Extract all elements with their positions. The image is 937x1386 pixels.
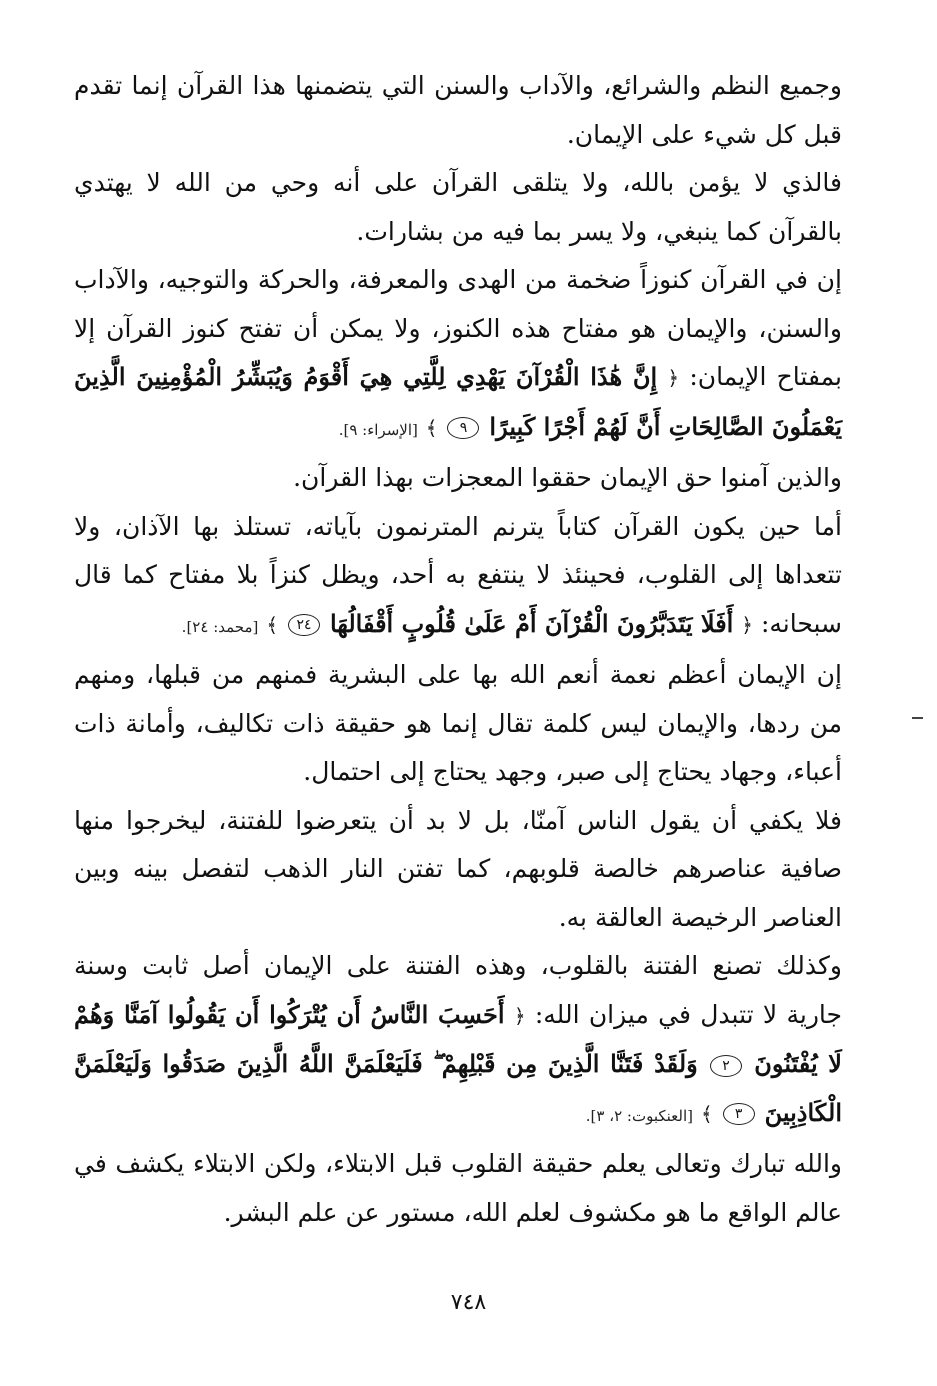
quran-verse: وَلَقَدْ فَتَنَّا الَّذِينَ مِن قَبْلِهِمْ ۖ فَلَيَعْلَمَنَّ اللَّهُ الَّذِينَ صَدَقُوا وَلَيَعْلَمَنَّ الْكَاذِبِينَ [74,1049,842,1127]
paragraph [74,651,842,797]
ayah-number-marker: ٣ [723,1103,755,1125]
verse-reference: [الإسراء: ٩]. [338,420,418,439]
paragraph-text: وجميع النظم والشرائع، والآداب والسنن التي يتضمنها هذا القرآن إنما تقدم قبل كل شيء على الإيمان. [74,71,842,149]
paragraph-text: فالذي لا يؤمن بالله، ولا يتلقى القرآن على أنه وحي من الله لا يهتدي بالقرآن كما ينبغي، ولا يسر بما فيه من بشارات. [74,168,842,246]
verse-open-bracket: ﴿ [741,612,754,637]
paragraph [74,62,842,159]
verse-close-bracket: ﴾ [266,612,279,637]
quran-verse: أَحَسِبَ النَّاسُ أَن يُتْرَكُوا أَن يَقُولُوا آمَنَّا وَهُمْ لَا يُفْتَنُونَ [74,999,842,1078]
paragraph [74,159,842,256]
quran-verse: أَفَلَا يَتَدَبَّرُونَ الْقُرْآنَ أَمْ عَلَىٰ قُلُوبٍ أَقْفَالُهَا [329,608,734,638]
ayah-number-marker: ٢ [710,1055,742,1077]
ayah-number-marker: ٩ [447,417,479,439]
verse-close-bracket: ﴾ [425,415,438,440]
paragraph-text: إن في القرآن كنوزاً ضخمة من الهدى والمعرفة، والحركة والتوجيه، والآداب والسنن، والإيمان هو مفتاح هذه الكنوز، ولا يمكن أن تفتح كنوز القرآن إلا بمفتاح الإيمان: [74,265,843,391]
paragraph [74,1140,842,1237]
margin-mark [912,717,923,719]
paragraph [74,797,842,943]
ayah-number-marker: ٢٤ [288,614,320,636]
quran-verse: إِنَّ هَٰذَا الْقُرْآنَ يَهْدِي لِلَّتِي هِيَ أَقْوَمُ وَيُبَشِّرُ الْمُؤْمِنِينَ الَّذِينَ يَعْمَلُونَ الصَّالِحَاتِ أَنَّ لَهُمْ أَجْرًا كَبِيرًا [74,362,842,441]
verse-reference: [محمد: ٢٤]. [181,617,259,636]
page-number: ٧٤٨ [450,1290,487,1315]
paragraph-text: فلا يكفي أن يقول الناس آمنّا، بل لا بد أن يتعرضوا للفتنة، ليخرجوا منها صافية عناصرهم خالصة قلوبهم، كما تفتن النار الذهب لتفصل بينه وبين العناصر الرخيصة العالقة به. [74,805,842,932]
page-body [74,62,842,1237]
paragraph-text: والله تبارك وتعالى يعلم حقيقة القلوب قبل الابتلاء، ولكن الابتلاء يكشف في عالم الواقع ما هو مكشوف لعلم الله، مستور عن علم البشر. [74,1149,842,1227]
paragraph-text: إن الإيمان أعظم نعمة أنعم الله بها على البشرية فمنهم من قبلها، ومنهم من ردها، والإيمان ليس كلمة تقال إنما هو حقيقة ذات تكاليف، وأمانة ذات أعباء، وجهاد يحتاج إلى صبر، وجهد يحتاج إلى احتمال. [74,660,842,786]
paragraph-with-verse [74,503,842,652]
verse-open-bracket: ﴿ [667,366,680,390]
paragraph-text: وكذلك تصنع الفتنة بالقلوب، وهذه الفتنة على الإيمان أصل ثابت وسنة جارية لا تتبدل في ميزان الله: [74,951,842,1029]
verse-open-bracket: ﴿ [513,1003,526,1028]
paragraph-text: أما حين يكون القرآن كتاباً يترنم المترنمون بآياته، تستلذ بها الآذان، ولا تتعداها إلى القلوب، فحينئذ لا ينتفع به أحد، ويظل كنزاً بلا مفتاح كما قال سبحانه: [74,511,842,638]
paragraph-text: والذين آمنوا حق الإيمان حققوا المعجزات بهذا القرآن. [293,463,842,492]
verse-reference: [العنكبوت: ٢، ٣]. [585,1106,693,1125]
paragraph-with-verse [74,942,842,1140]
paragraph-with-verse [74,256,842,454]
verse-close-bracket: ﴾ [700,1101,713,1126]
paragraph [74,454,842,503]
